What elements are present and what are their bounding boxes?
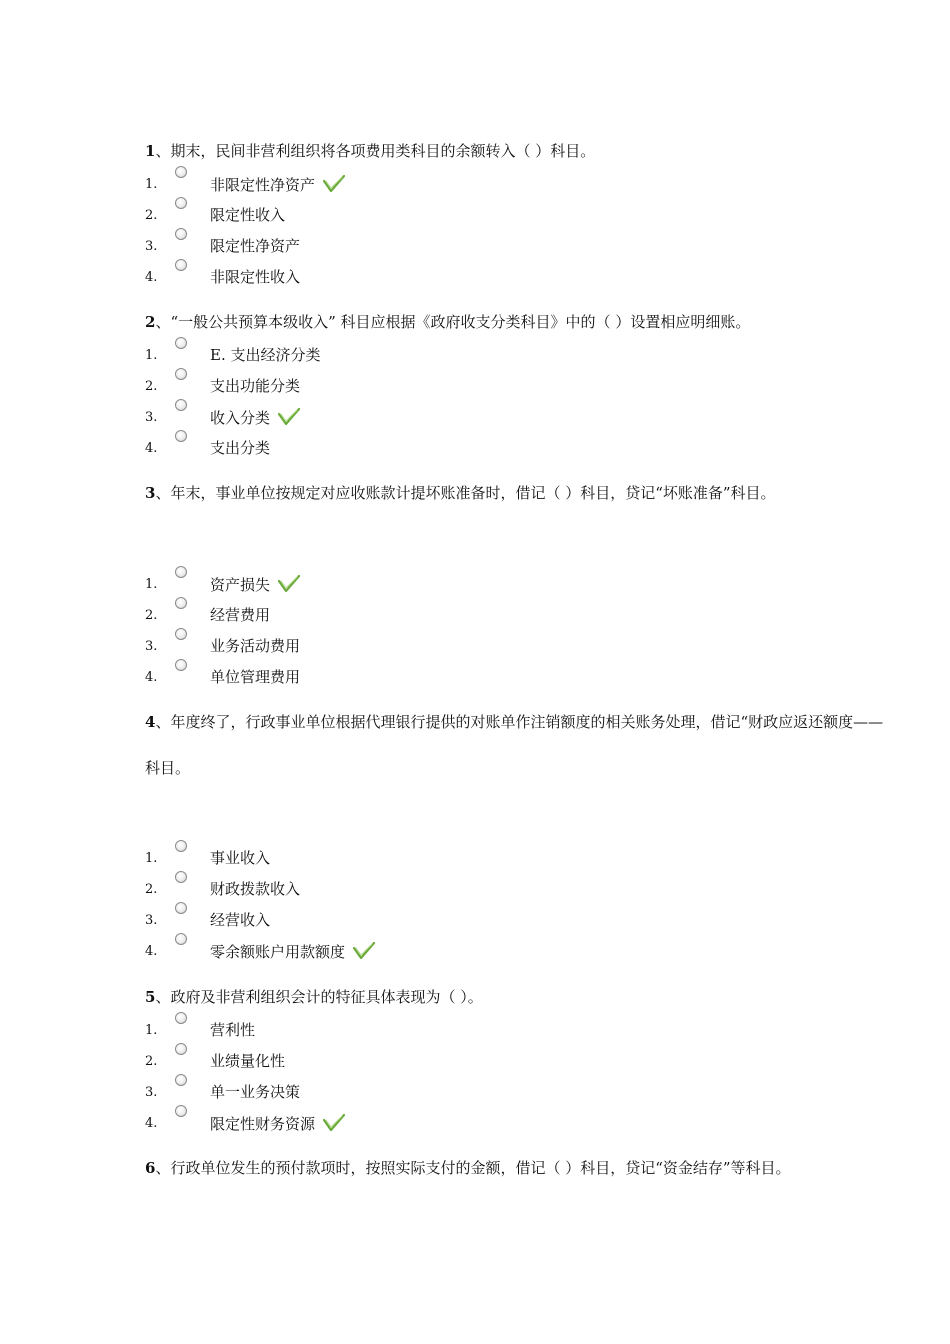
checkmark-icon — [278, 575, 300, 593]
options-list — [0, 337, 950, 461]
question-4 — [145, 699, 950, 791]
option-item[interactable] — [0, 399, 950, 430]
question-separator: 、 — [155, 142, 171, 160]
option-item[interactable] — [0, 197, 950, 228]
radio-button-icon[interactable] — [175, 399, 187, 411]
options-list — [0, 1012, 950, 1136]
question-3 — [145, 470, 950, 516]
question-number: 1 — [145, 142, 156, 160]
option-label-wrap — [210, 942, 375, 962]
option-item[interactable] — [0, 228, 950, 259]
option-number: 3. — [145, 239, 158, 254]
question-text: 行政单位发生的预付款项时，按照实际支付的金额，借记（ ）科目，贷记“资金结存”等科目。 — [170, 1159, 791, 1177]
question-text-line — [145, 699, 950, 745]
question-text: 年度终了，行政事业单位根据代理银行提供的对账单作注销额度的相关账务处理，借记“财政应返还额度—— — [170, 713, 884, 731]
option-label: 营利性 — [210, 1021, 256, 1039]
option-label: 非限定性收入 — [210, 268, 301, 286]
option-number: 4. — [145, 1116, 158, 1131]
radio-button-icon[interactable] — [175, 228, 187, 240]
question-number: 4 — [145, 713, 156, 731]
question-text-line — [145, 470, 950, 516]
option-label: 业绩量化性 — [210, 1052, 286, 1070]
radio-button-icon[interactable] — [175, 597, 187, 609]
radio-button-icon[interactable] — [175, 197, 187, 209]
checkmark-icon — [278, 408, 300, 426]
option-item[interactable] — [0, 1043, 950, 1074]
option-number: 3. — [145, 639, 158, 654]
option-item[interactable] — [0, 1074, 950, 1105]
option-number: 3. — [145, 1085, 158, 1100]
option-label: 非限定性净资产 — [210, 176, 316, 194]
radio-button-icon[interactable] — [175, 430, 187, 442]
option-label: 限定性收入 — [210, 206, 286, 224]
question-text: 期末，民间非营利组织将各项费用类科目的余额转入（ ）科目。 — [170, 142, 596, 160]
option-number: 4. — [145, 270, 158, 285]
option-label: 收入分类 — [210, 409, 271, 427]
option-label-wrap — [210, 575, 300, 595]
question-separator: 、 — [155, 313, 171, 331]
option-label: 事业收入 — [210, 849, 271, 867]
question-text: 政府及非营利组织会计的特征具体表现为（ ）。 — [170, 988, 483, 1006]
radio-button-icon[interactable] — [175, 840, 187, 852]
question-text: 年末，事业单位按规定对应收账款计提坏账准备时，借记（ ）科目，贷记“坏账准备”科目。 — [170, 484, 776, 502]
option-label: 经营收入 — [210, 911, 271, 929]
checkmark-icon — [323, 175, 345, 193]
option-label: 单位管理费用 — [210, 668, 301, 686]
option-item[interactable] — [0, 902, 950, 933]
question-number: 5 — [145, 988, 156, 1006]
option-number: 2. — [145, 882, 158, 897]
question-6 — [145, 1145, 950, 1191]
options-list — [0, 166, 950, 290]
option-label: 经营费用 — [210, 606, 271, 624]
option-item[interactable] — [0, 1012, 950, 1043]
option-number: 2. — [145, 379, 158, 394]
option-item[interactable] — [0, 597, 950, 628]
radio-button-icon[interactable] — [175, 566, 187, 578]
question-separator: 、 — [155, 713, 171, 731]
option-item[interactable] — [0, 659, 950, 690]
option-number: 1. — [145, 1023, 158, 1038]
radio-button-icon[interactable] — [175, 368, 187, 380]
option-number: 1. — [145, 577, 158, 592]
question-separator: 、 — [155, 484, 171, 502]
option-label: 支出分类 — [210, 439, 271, 457]
radio-button-icon[interactable] — [175, 166, 187, 178]
option-item[interactable] — [0, 337, 950, 368]
option-item[interactable] — [0, 840, 950, 871]
option-number: 1. — [145, 348, 158, 363]
radio-button-icon[interactable] — [175, 1105, 187, 1117]
option-label: 资产损失 — [210, 576, 271, 594]
option-item[interactable] — [0, 368, 950, 399]
question-text-line — [145, 1145, 950, 1191]
radio-button-icon[interactable] — [175, 1012, 187, 1024]
option-number: 1. — [145, 851, 158, 866]
options-list — [0, 840, 950, 964]
question-text: “一般公共预算本级收入” 科目应根据《政府收支分类科目》中的（ ）设置相应明细账。 — [170, 313, 751, 331]
option-item[interactable] — [0, 871, 950, 902]
option-number: 3. — [145, 913, 158, 928]
radio-button-icon[interactable] — [175, 933, 187, 945]
option-label: 单一业务决策 — [210, 1083, 301, 1101]
option-label: 限定性财务资源 — [210, 1115, 316, 1133]
option-item[interactable] — [0, 430, 950, 461]
option-label: 零余额账户用款额度 — [210, 943, 346, 961]
option-item[interactable] — [0, 566, 950, 597]
question-number: 2 — [145, 313, 156, 331]
options-list — [0, 566, 950, 690]
option-number: 2. — [145, 208, 158, 223]
option-item[interactable] — [0, 166, 950, 197]
option-label: 业务活动费用 — [210, 637, 301, 655]
option-number: 2. — [145, 1054, 158, 1069]
option-number: 4. — [145, 944, 158, 959]
option-item[interactable] — [0, 933, 950, 964]
option-item[interactable] — [0, 1105, 950, 1136]
option-number: 3. — [145, 410, 158, 425]
radio-button-icon[interactable] — [175, 337, 187, 349]
option-item[interactable] — [0, 259, 950, 290]
radio-button-icon[interactable] — [175, 902, 187, 914]
checkmark-icon — [323, 1114, 345, 1132]
option-label-wrap — [210, 175, 345, 195]
radio-button-icon[interactable] — [175, 659, 187, 671]
question-text-continued: 科目。 — [145, 759, 191, 777]
radio-button-icon[interactable] — [175, 628, 187, 640]
option-number: 2. — [145, 608, 158, 623]
option-label: 限定性净资产 — [210, 237, 301, 255]
option-number: 4. — [145, 441, 158, 456]
option-label: 财政拨款收入 — [210, 880, 301, 898]
option-number: 1. — [145, 177, 158, 192]
radio-button-icon[interactable] — [175, 1043, 187, 1055]
radio-button-icon[interactable] — [175, 259, 187, 271]
question-number: 6 — [145, 1159, 156, 1177]
checkmark-icon — [353, 942, 375, 960]
radio-button-icon[interactable] — [175, 871, 187, 883]
option-item[interactable] — [0, 628, 950, 659]
question-separator: 、 — [155, 988, 171, 1006]
option-number: 4. — [145, 670, 158, 685]
question-number: 3 — [145, 484, 156, 502]
option-label-wrap — [210, 408, 300, 428]
question-separator: 、 — [155, 1159, 171, 1177]
option-label: 支出功能分类 — [210, 377, 301, 395]
radio-button-icon[interactable] — [175, 1074, 187, 1086]
option-label: E. 支出经济分类 — [210, 346, 321, 364]
option-label-wrap — [210, 1114, 345, 1134]
